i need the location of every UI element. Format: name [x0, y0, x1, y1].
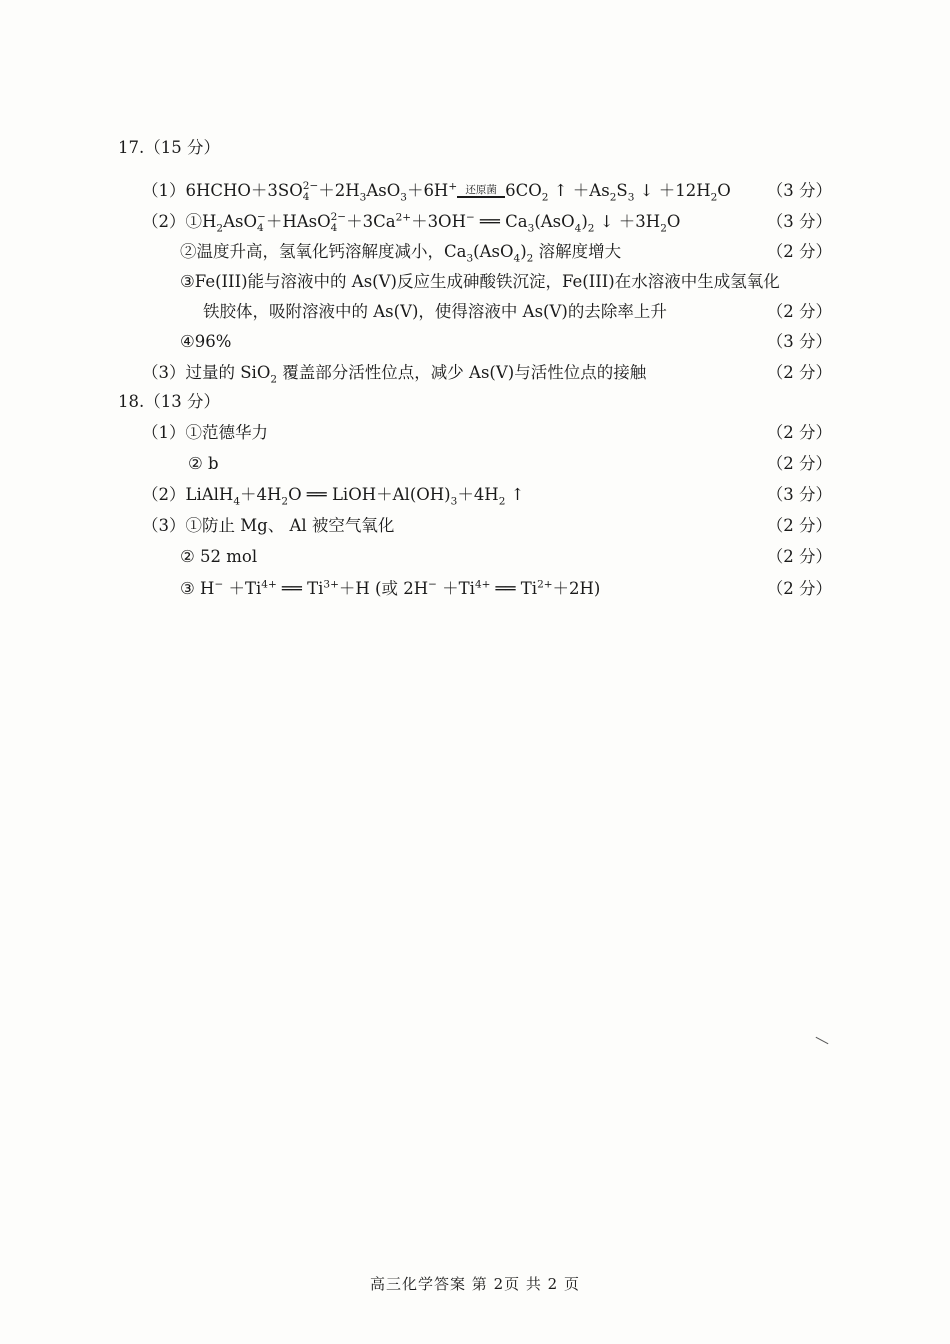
q17-p2d-score: （3 分）: [766, 332, 832, 351]
q18-p3c-score: （2 分）: [766, 579, 832, 598]
q18-p2-line: [0, 482, 950, 508]
q17-p1-equation: （1）6HCHO＋3SO 2− 4 $+2H_3AsO_3+6H^+$ 还原菌 $6CO_2$ ↑ $+As_2S_3$ ↓ $+12H_2O$: [142, 180, 731, 204]
q18-p3c-equation: ③ $H^- +Ti^{4+}$ ══ $Ti^{3+}+H$ (或 $2H^- +Ti^{4+}$ ══ $Ti^{2+}+2H$): [180, 578, 601, 598]
q17-p2c-score: （2 分）: [766, 302, 832, 321]
q18-p2-equation: $(2)LiAlH_4+4H_2O$ ══ $LiOH+Al(OH)_3+4H_2$ ↑: [142, 485, 525, 508]
q17-p2c-line1: [0, 269, 950, 295]
q18-p3c-line: [0, 576, 950, 602]
q17-p3-line: [0, 360, 950, 386]
q18-p3b-text: ② 52 mol: [180, 547, 258, 566]
q18-p1a-text: （1）①范德华力: [142, 423, 268, 442]
q17-p2a-score: （3 分）: [766, 212, 832, 231]
q17-p2a-equation: $(2)①H_2AsO$ − 4 ＋HAsO 2− 4 $+3Ca^{2+}+3OH^-$ ══ $Ca_3(AsO_4)_2$ ↓ $+3H_2O$: [142, 211, 681, 235]
q17-header-line: [0, 135, 950, 161]
q17-p2c-text-1: ③Fe(III)能与溶液中的 As(V)反应生成砷酸铁沉淀，Fe(III)在水溶液中生成氢氧化: [180, 272, 780, 291]
q17-p2d-line: [0, 329, 950, 355]
q17-p3-score: （2 分）: [766, 363, 832, 382]
q17-p2d-text: ④96%: [180, 332, 232, 351]
page-footer: 高三化学答案 第 2页 共 2 页: [370, 1275, 580, 1293]
q18-p3b-score: （2 分）: [766, 547, 832, 566]
stray-mark: [816, 1037, 829, 1044]
q17-p2b-line: [0, 239, 950, 265]
q18-p1b-text: ② b: [188, 454, 219, 473]
q17-p2a-line: [0, 209, 950, 235]
reaction-condition: 还原菌: [457, 185, 505, 199]
q18-p1a-score: （2 分）: [766, 423, 832, 442]
q18-p1b-line: [0, 451, 950, 477]
q18-p2-score: （3 分）: [766, 485, 832, 504]
q17-p3-text: （3）过量的 SiO$_2$ 覆盖部分活性位点，减少 As(V)与活性位点的接触: [142, 363, 647, 386]
q18-p3a-text: （3）①防止 Mg、 Al 被空气氧化: [142, 516, 395, 535]
q17-p2b-text: ②温度升高，氢氧化钙溶解度减小，$Ca_3(AsO_4)_2$ 溶解度增大: [180, 242, 622, 265]
q17-p1-line: [0, 178, 950, 204]
q18-p1b-score: （2 分）: [766, 454, 832, 473]
q17-header: 17.（15 分）: [118, 138, 220, 157]
q17-p2c-line2: [0, 299, 950, 325]
q18-p3a-score: （2 分）: [766, 516, 832, 535]
q18-header-line: [0, 389, 950, 415]
q17-p2b-score: （2 分）: [766, 242, 832, 261]
q17-p1-score: （3 分）: [766, 181, 832, 200]
q18-header: 18.（13 分）: [118, 392, 220, 411]
q18-p3b-line: [0, 544, 950, 570]
q18-p1a-line: [0, 420, 950, 446]
q18-p3a-line: [0, 513, 950, 539]
q17-p2c-text-2: 铁胶体，吸附溶液中的 As(V)，使得溶液中 As(V)的去除率上升: [203, 302, 667, 321]
